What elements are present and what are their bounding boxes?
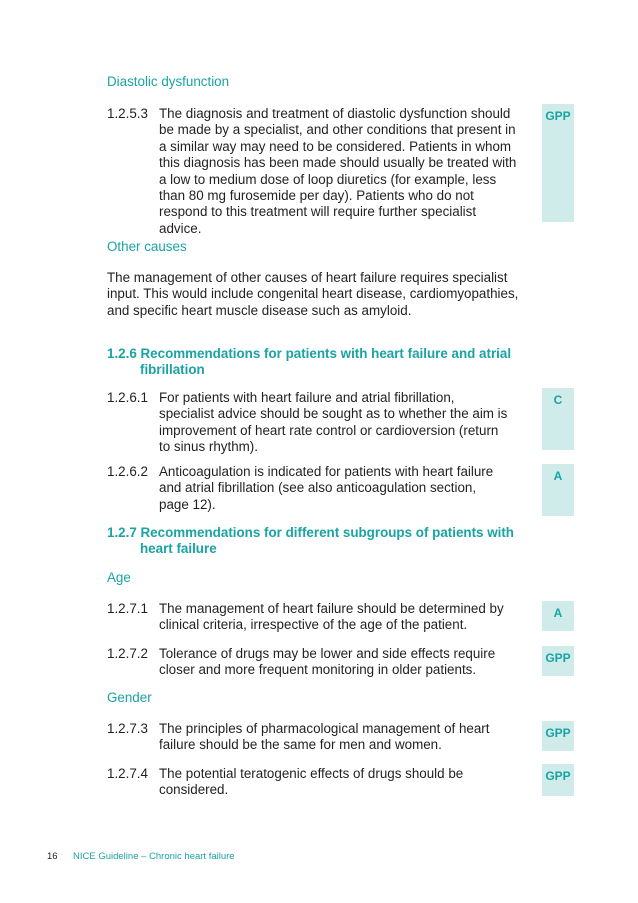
heading-line: 1.2.7 Recommendations for different subgroups of patients with — [107, 525, 514, 540]
rec-number: 1.2.7.4 — [107, 766, 148, 781]
text-line: advice. — [159, 220, 202, 236]
subheading-gender: Gender — [107, 690, 152, 705]
grade-badge: C — [542, 388, 574, 450]
grade-badge: GPP — [542, 764, 574, 796]
section-heading-1-2-7 — [107, 525, 527, 558]
text-line: considered. — [159, 782, 229, 798]
text-line: a low to medium dose of loop diuretics (for example, less — [159, 171, 497, 187]
text-line: Anticoagulation is indicated for patients with heart failure — [159, 464, 494, 479]
text-line: The potential teratogenic effects of drugs should be — [159, 766, 464, 781]
grade-badge: A — [542, 601, 574, 631]
rec-text-1-2-6-2 — [159, 464, 531, 513]
text-line: to sinus rhythm). — [159, 439, 258, 455]
text-line: specialist advice should be sought as to whether the aim is — [159, 406, 508, 422]
text-line: input. This would include congenital heart disease, cardiomyopathies, — [107, 286, 519, 302]
rec-text-1-2-5-3 — [159, 106, 531, 237]
grade-badge: GPP — [542, 104, 574, 222]
heading-line: fibrillation — [140, 362, 205, 378]
text-line: and atrial fibrillation (see also anticoagulation section, — [159, 480, 477, 496]
text-line: Tolerance of drugs may be lower and side effects require — [159, 646, 496, 661]
rec-text-1-2-7-2 — [159, 646, 531, 679]
text-line: clinical criteria, irrespective of the age of the patient. — [159, 617, 468, 633]
text-line: failure should be the same for men and women. — [159, 737, 442, 753]
page-number: 16 — [47, 851, 58, 862]
footer-title: NICE Guideline – Chronic heart failure — [73, 851, 235, 862]
subheading-age: Age — [107, 570, 131, 585]
text-line: improvement of heart rate control or cardioversion (return — [159, 422, 499, 438]
text-line: The management of heart failure should be determined by — [159, 601, 504, 616]
rec-text-1-2-6-1 — [159, 390, 531, 456]
rec-number: 1.2.7.2 — [107, 646, 148, 661]
subheading-other-causes: Other causes — [107, 239, 187, 254]
rec-number: 1.2.7.1 — [107, 601, 148, 616]
rec-text-1-2-7-4 — [159, 766, 531, 799]
grade-badge: GPP — [542, 646, 574, 676]
grade-badge: A — [542, 464, 574, 516]
rec-number: 1.2.5.3 — [107, 106, 148, 121]
text-line: this diagnosis has been made should usually be treated with — [159, 155, 517, 171]
text-line: closer and more frequent monitoring in older patients. — [159, 662, 477, 678]
rec-text-1-2-7-1 — [159, 601, 531, 634]
subheading-diastolic-dysfunction: Diastolic dysfunction — [107, 74, 230, 89]
text-line: respond to this treatment will require further specialist — [159, 204, 477, 220]
heading-line: heart failure — [140, 541, 217, 557]
text-line: page 12). — [159, 496, 216, 512]
text-line: For patients with heart failure and atrial fibrillation, — [159, 390, 455, 405]
rec-number: 1.2.6.2 — [107, 464, 148, 479]
text-line: The management of other causes of heart failure requires specialist — [107, 270, 508, 285]
text-line: The diagnosis and treatment of diastolic dysfunction should — [159, 106, 511, 121]
rec-number: 1.2.6.1 — [107, 390, 148, 405]
text-line: The principles of pharmacological management of heart — [159, 721, 490, 736]
heading-line: 1.2.6 Recommendations for patients with heart failure and atrial — [107, 346, 512, 361]
text-line: be made by a specialist, and other conditions that present in — [159, 122, 516, 138]
rec-number: 1.2.7.3 — [107, 721, 148, 736]
section-heading-1-2-6 — [107, 346, 527, 379]
paragraph-other-causes — [107, 270, 537, 319]
text-line: a similar way may need to be considered. Patients in whom — [159, 138, 512, 154]
text-line: than 80 mg furosemide per day). Patients who do not — [159, 188, 474, 204]
rec-text-1-2-7-3 — [159, 721, 531, 754]
grade-badge: GPP — [542, 721, 574, 751]
text-line: and specific heart muscle disease such as amyloid. — [107, 302, 412, 318]
